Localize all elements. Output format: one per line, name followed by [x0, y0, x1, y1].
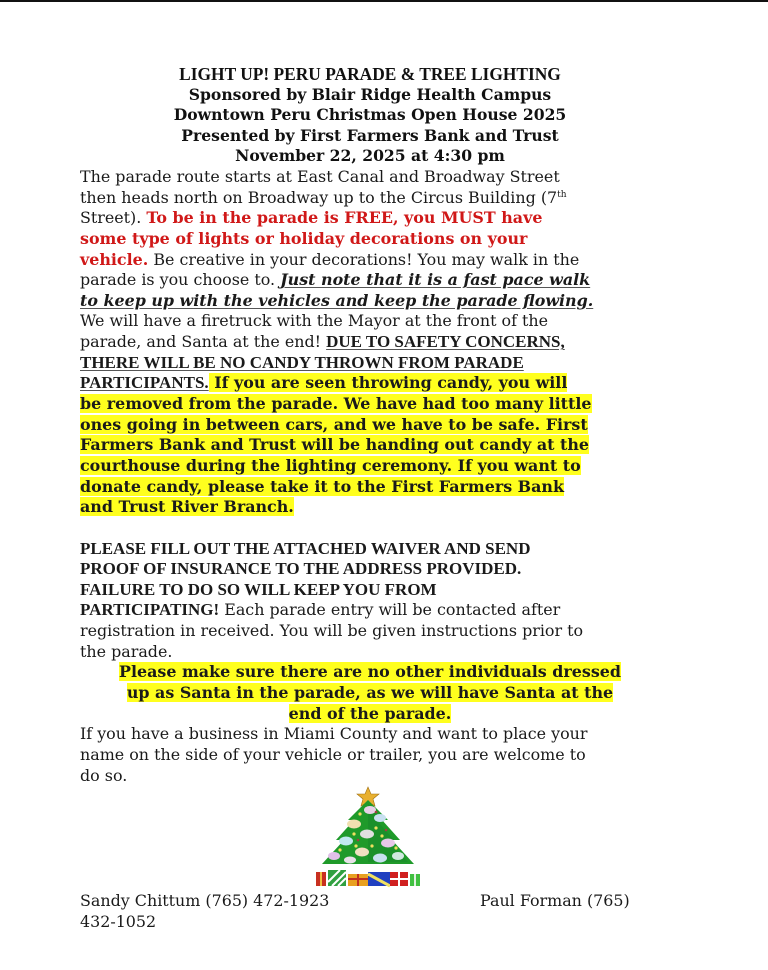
text: parade, and Santa at the end!	[80, 332, 327, 352]
candy-notice: be removed from the parade. We have had too many little	[80, 394, 592, 414]
contact-paul-number-cont: 432-1052	[80, 911, 157, 931]
route-paragraph	[80, 167, 660, 518]
text: If you have a business in Miami County and want to place your	[80, 724, 588, 744]
candy-notice: courthouse during the lighting ceremony. If you want to	[80, 455, 581, 475]
text: Street).	[80, 208, 147, 228]
top-border	[0, 0, 768, 2]
candy-notice: If you are seen throwing candy, you will	[208, 373, 568, 393]
superscript: th	[557, 189, 567, 200]
contact-paul: Paul Forman (765)	[480, 891, 630, 910]
flyer	[80, 64, 660, 786]
business-paragraph	[80, 724, 660, 786]
text: the parade.	[80, 641, 173, 661]
text: registration in received. You will be given instructions prior to	[80, 621, 584, 641]
text: Each parade entry will be contacted after	[219, 600, 561, 620]
text: The parade route starts at East Canal and Broadway Street	[80, 166, 560, 186]
candy-notice: donate candy, please take it to the First Farmers Bank	[80, 476, 564, 496]
text: do so.	[80, 765, 128, 785]
sponsor-line: Sponsored by Blair Ridge Health Campus	[188, 84, 552, 104]
text: We will have a firetruck with the Mayor at the front of the	[80, 311, 549, 331]
flyer-header	[80, 64, 660, 167]
date-time-line: November 22, 2025 at 4:30 pm	[235, 146, 505, 166]
waiver-notice: PLEASE FILL OUT THE ATTACHED WAIVER AND SEND	[80, 538, 531, 558]
text: Be creative in your decorations! You may walk in the	[148, 249, 580, 269]
contact-sandy: Sandy Chittum (765) 472-1923	[80, 891, 330, 910]
candy-notice: ones going in between cars, and we have to be safe. First	[80, 414, 588, 434]
text: parade is you choose to.	[80, 270, 281, 290]
waiver-paragraph	[80, 539, 660, 663]
event-line: Downtown Peru Christmas Open House 2025	[173, 105, 567, 125]
safety-notice: THERE WILL BE NO CANDY THROWN FROM PARADE	[80, 352, 524, 372]
waiver-notice: PARTICIPATING!	[80, 600, 220, 620]
spacer	[80, 518, 660, 539]
flyer-title: LIGHT UP! PERU PARADE & TREE LIGHTING	[179, 64, 561, 84]
christmas-tree-icon	[310, 786, 426, 890]
contacts	[80, 891, 660, 932]
candy-notice: and Trust River Branch.	[80, 497, 294, 517]
santa-notice-line: up as Santa in the parade, as we will have Santa at the	[126, 682, 614, 702]
safety-notice: PARTICIPANTS.	[80, 373, 209, 393]
candy-notice: Farmers Bank and Trust will be handing out candy at the	[80, 435, 590, 455]
free-notice: To be in the parade is FREE, you MUST have	[146, 208, 543, 228]
santa-notice-line: end of the parade.	[288, 703, 452, 723]
presenter-line: Presented by First Farmers Bank and Trust	[181, 125, 559, 145]
text: name on the side of your vehicle or trailer, you are welcome to	[80, 744, 586, 764]
waiver-notice: FAILURE TO DO SO WILL KEEP YOU FROM	[80, 579, 437, 599]
santa-notice	[80, 662, 660, 724]
santa-notice-line: Please make sure there are no other individuals dressed	[119, 662, 621, 682]
pace-notice: to keep up with the vehicles and keep the parade flowing.	[80, 290, 594, 310]
waiver-notice: PROOF OF INSURANCE TO THE ADDRESS PROVIDED.	[80, 559, 522, 579]
text: then heads north on Broadway up to the Circus Building (7	[80, 187, 558, 207]
free-notice: some type of lights or holiday decorations on your	[80, 228, 528, 248]
pace-notice: Just note that it is a fast pace walk	[280, 270, 591, 290]
free-notice: vehicle.	[80, 249, 149, 269]
safety-notice: DUE TO SAFETY CONCERNS,	[326, 332, 565, 352]
